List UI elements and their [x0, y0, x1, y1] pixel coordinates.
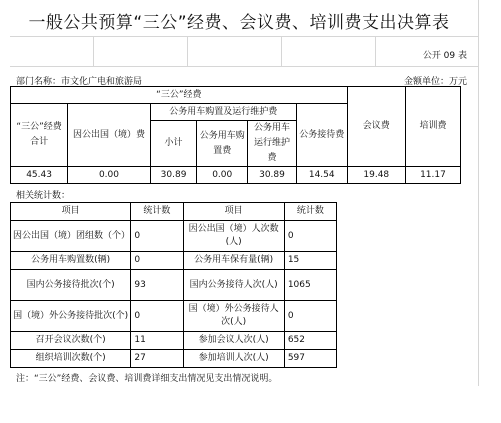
- table-row: [11, 350, 337, 368]
- stats-table: [10, 202, 337, 368]
- stats-item: 因公出国（境）人次数(人): [183, 221, 284, 252]
- table-row: [11, 270, 337, 301]
- stats-item: 组织培训次数(个): [11, 350, 131, 368]
- stats-value: 11: [131, 332, 183, 350]
- header-subtotal: 小计: [150, 121, 197, 167]
- table-row: [11, 252, 337, 270]
- table-row: [11, 332, 337, 350]
- stats-value: 93: [131, 270, 183, 301]
- stats-label: 相关统计数：: [16, 191, 71, 201]
- header-three-public: “三公”经费: [11, 87, 348, 104]
- header-vehicle-purchase: 公务用车购置费: [197, 121, 248, 167]
- stats-item: 公务用车购置数(辆): [11, 252, 131, 270]
- grid-line: [93, 36, 94, 66]
- stats-value: 0: [131, 221, 183, 252]
- stats-value: 27: [131, 350, 183, 368]
- department-name: 部门名称：市文化广电和旅游局: [16, 77, 143, 87]
- stats-value: 0: [131, 301, 183, 332]
- header-vehicle-group: 公务用车购置及运行维护费: [150, 104, 296, 121]
- stats-value: 0: [131, 252, 183, 270]
- stats-value: 0: [284, 221, 336, 252]
- stats-item: 国内公务接待批次(个): [11, 270, 131, 301]
- grid-line: [10, 66, 478, 67]
- value-total: 45.43: [11, 167, 68, 184]
- header-row: [11, 87, 461, 104]
- page-title: 一般公共预算“三公”经费、会议费、培训费支出决算表: [28, 13, 450, 33]
- stats-header-item: 项目: [183, 203, 284, 221]
- grid-line: [187, 36, 188, 66]
- stats-value: 15: [284, 252, 336, 270]
- header-overseas: 因公出国（境）费: [68, 104, 151, 167]
- expense-table: [10, 86, 461, 184]
- footnote: 注：“三公”经费、会议费、培训费详细支出情况见支出情况说明。: [16, 374, 278, 384]
- stats-item: 参加会议人次(人): [183, 332, 284, 350]
- grid-line: [281, 36, 282, 66]
- stats-item: 国内公务接待人次(人): [183, 270, 284, 301]
- stats-value: 652: [284, 332, 336, 350]
- stats-value: 1065: [284, 270, 336, 301]
- stats-header-count: 统计数: [284, 203, 336, 221]
- table-row: [11, 301, 337, 332]
- stats-value: 597: [284, 350, 336, 368]
- grid-line: [375, 36, 376, 66]
- value-vehicle-purchase: 0.00: [197, 167, 248, 184]
- header-reception: 公务接待费: [296, 104, 347, 167]
- values-row: [11, 167, 461, 184]
- stats-item: 召开会议次数(个): [11, 332, 131, 350]
- stats-item: 国（境）外公务接待人次(人): [183, 301, 284, 332]
- value-meeting: 19.48: [347, 167, 405, 184]
- header-training: 培训费: [405, 87, 460, 167]
- value-training: 11.17: [405, 167, 460, 184]
- value-vehicle-operation: 30.89: [248, 167, 297, 184]
- form-code: 公开 09 表: [422, 51, 467, 61]
- stats-header-count: 统计数: [131, 203, 183, 221]
- value-subtotal: 30.89: [150, 167, 197, 184]
- stats-header-row: [11, 203, 337, 221]
- value-reception: 14.54: [296, 167, 347, 184]
- stats-value: 0: [284, 301, 336, 332]
- value-overseas: 0.00: [68, 167, 151, 184]
- header-vehicle-operation: 公务用车运行维护费: [248, 121, 297, 167]
- header-three-public-total: “三公”经费合计: [11, 104, 68, 167]
- header-meeting: 会议费: [347, 87, 405, 167]
- stats-item: 因公出国（境）团组数（个）: [11, 221, 131, 252]
- amount-unit: 金额单位：万元: [403, 77, 467, 87]
- stats-item: 参加培训人次(人): [183, 350, 284, 368]
- stats-header-item: 项目: [11, 203, 131, 221]
- stats-item: 公务用车保有量(辆): [183, 252, 284, 270]
- grid-line: [10, 36, 478, 37]
- table-row: [11, 221, 337, 252]
- stats-item: 国（境）外公务接待批次(个): [11, 301, 131, 332]
